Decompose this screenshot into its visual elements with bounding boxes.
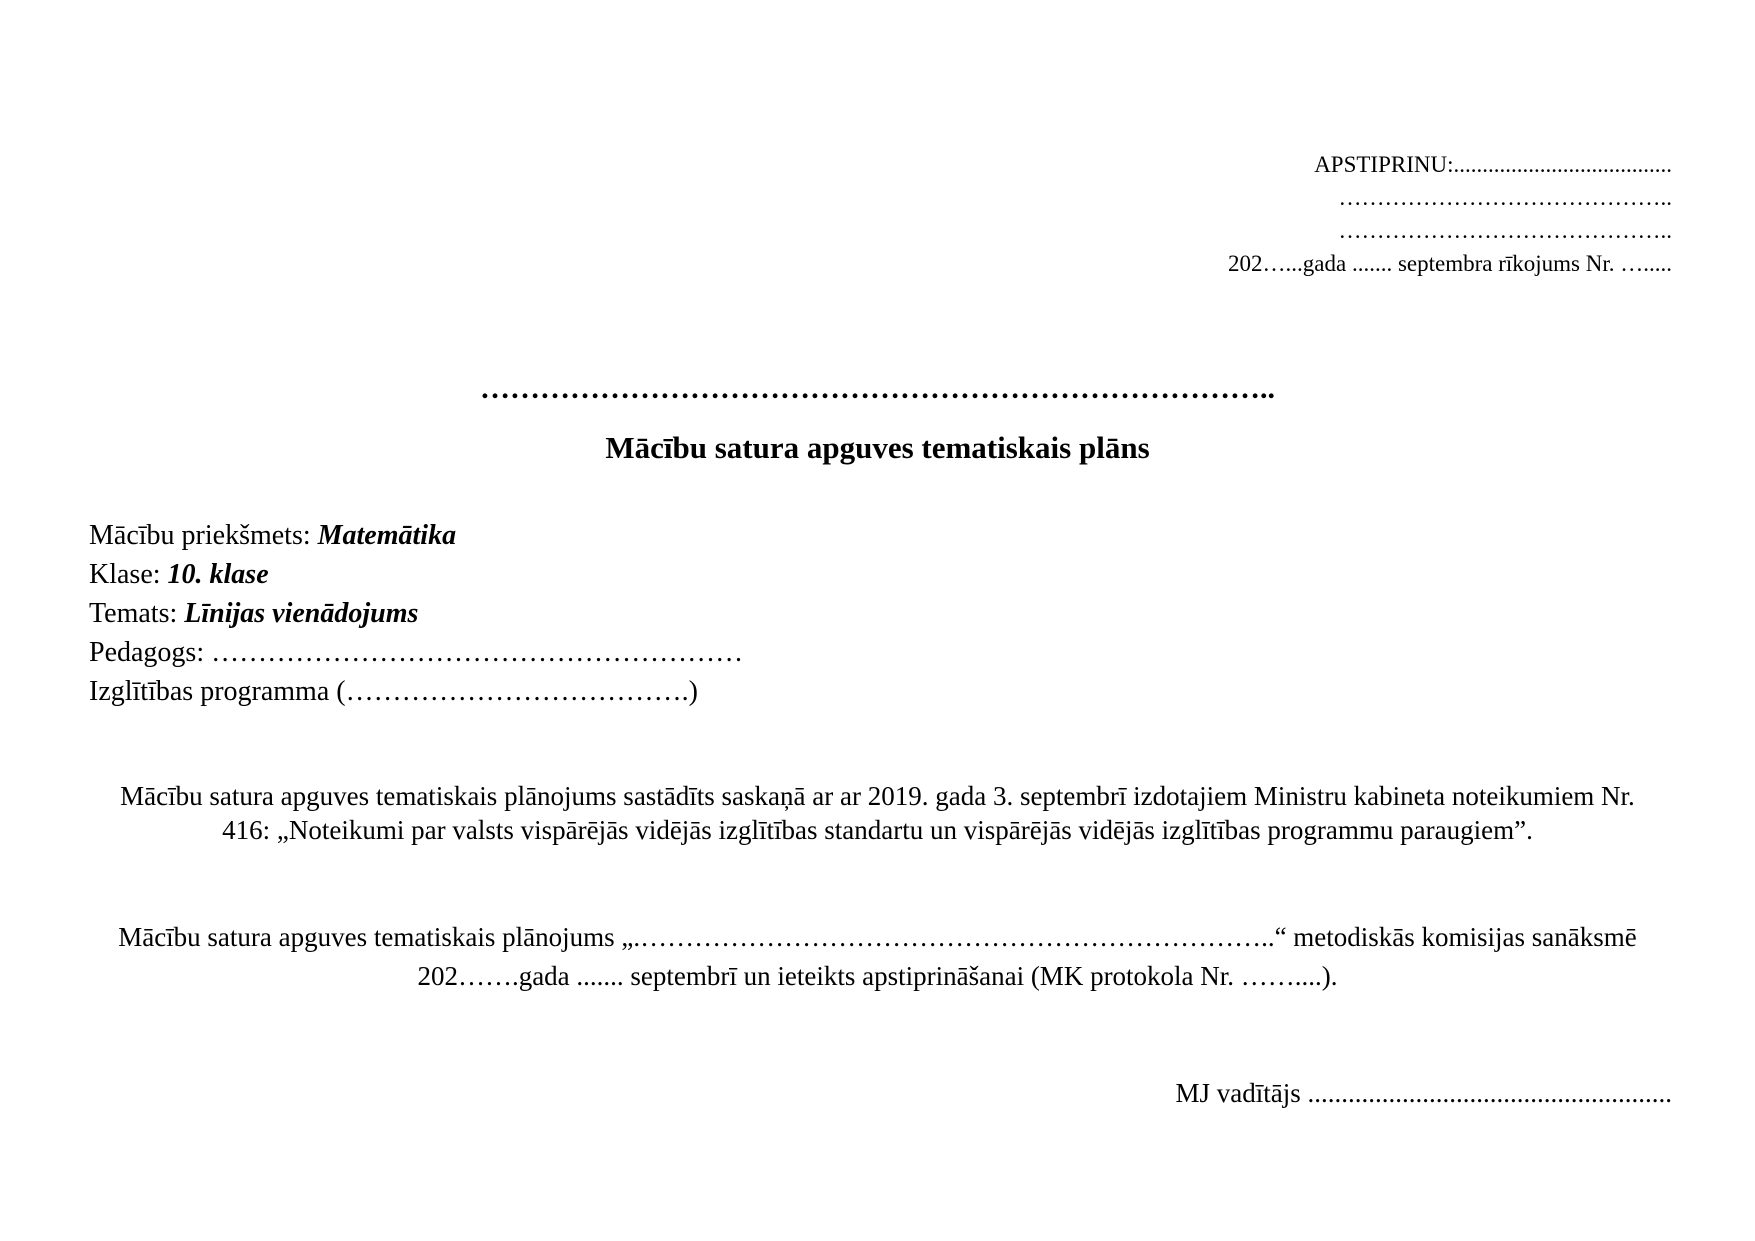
teacher-value: …………………………………………………: [211, 637, 744, 668]
class-value: 10. klase: [167, 559, 269, 590]
teacher-row: [89, 633, 743, 672]
topic-row: [89, 594, 743, 633]
class-label: Klase:: [89, 559, 161, 590]
approval-line-2: ……………………………………..: [1338, 185, 1672, 210]
subject-row: [89, 516, 743, 555]
approval-block: [1228, 148, 1672, 280]
topic-label: Temats:: [89, 598, 178, 629]
subject-label: Mācību priekšmets:: [89, 520, 311, 551]
school-name-placeholder: ……………………………………………………………………..: [480, 372, 1275, 405]
subject-value: Matemātika: [317, 520, 457, 551]
document-title: Mācību satura apguves tematiskais plāns: [605, 430, 1150, 465]
approval-line-3: ……………………………………..: [1338, 218, 1672, 243]
class-row: [89, 555, 743, 594]
commission-paragraph: Mācību satura apguves tematiskais plānojums „.……………………………………………………………..“ metodiskās komisijas sanāksmē 202…….gada ....... septembrī un ieteikts apstiprināšanai (MK protokola Nr. ……....).: [118, 922, 1637, 991]
program-row: Izglītības programma (……………………………….): [89, 676, 698, 707]
approval-line-1: APSTIPRINU:......................................: [1314, 152, 1672, 177]
info-block: [89, 516, 743, 711]
topic-value: Līnijas vienādojums: [184, 598, 419, 629]
regulation-paragraph: Mācību satura apguves tematiskais plānojums sastādīts saskaņā ar ar 2019. gada 3. septembrī izdotajiem Ministru kabineta noteikumiem Nr. 416: „Noteikumi par valsts vispārējās vidējās izglītības standartu un vispārējās vidējās izglītības programmu paraugiem”.: [120, 781, 1635, 845]
approval-order-line: 202…...gada ....... septembra rīkojums Nr. ….....: [1228, 251, 1672, 276]
teacher-label: Pedagogs:: [89, 637, 205, 668]
signature-line: MJ vadītājs ......................................................: [1175, 1078, 1672, 1108]
